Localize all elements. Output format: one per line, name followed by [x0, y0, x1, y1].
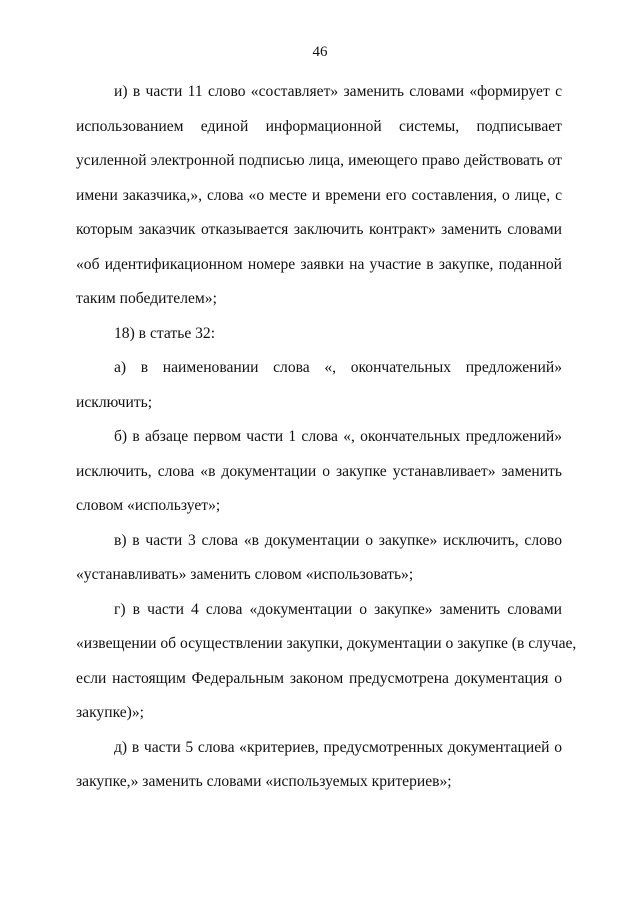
text-line: словом «использует»; [76, 497, 221, 514]
paragraph-i [76, 75, 562, 317]
text-line: и) в части 11 слово «составляет» заменить словами «формирует с [114, 83, 562, 100]
paragraph-d [76, 731, 562, 800]
text-line: закупке)»; [76, 704, 145, 721]
document-body [76, 75, 577, 800]
text-line: д) в части 5 слова «критериев, предусмотренных документацией о [114, 738, 562, 756]
text-line: исключить, слова «в документации о закупке устанавливает» заменить [76, 462, 562, 480]
text-line: «извещении об осуществлении закупки, документации о закупке (в случае, [76, 635, 577, 652]
text-line: г) в части 4 слова «документации о закупке» заменить словами [114, 600, 562, 618]
text-line: имени заказчика,», слова «о месте и времени его составления, о лице, с [76, 186, 562, 204]
paragraph-v [76, 524, 562, 593]
text-line: использованием единой информационной системы, подписывает [76, 117, 562, 135]
text-line: а) в наименовании слова «, окончательных предложений» [114, 359, 562, 376]
text-line: таким победителем»; [76, 290, 217, 307]
paragraph-g [76, 593, 577, 731]
text-line: исключить; [76, 393, 153, 411]
text-line: «об идентификационном номере заявки на участие в закупке, поданной [76, 255, 562, 273]
page-number: 46 [312, 44, 328, 60]
text-line: б) в абзаце первом части 1 слова «, окончательных предложений» [114, 428, 562, 445]
text-line: усиленной электронной подписью лица, имеющего право действовать от [76, 152, 562, 169]
text-line: если настоящим Федеральным законом предусмотрена документация о [76, 669, 562, 687]
text-line: 18) в статье 32: [114, 324, 216, 342]
text-line: закупке,» заменить словами «используемых критериев»; [76, 773, 452, 790]
text-line: «устанавливать» заменить словом «использовать»; [76, 566, 414, 583]
paragraph-18 [76, 317, 562, 352]
text-line: в) в части 3 слова «в документации о закупке» исключить, слово [114, 531, 562, 549]
paragraph-a [76, 351, 562, 420]
text-line: которым заказчик отказывается заключить контракт» заменить словами [76, 221, 562, 238]
paragraph-b [76, 420, 562, 524]
